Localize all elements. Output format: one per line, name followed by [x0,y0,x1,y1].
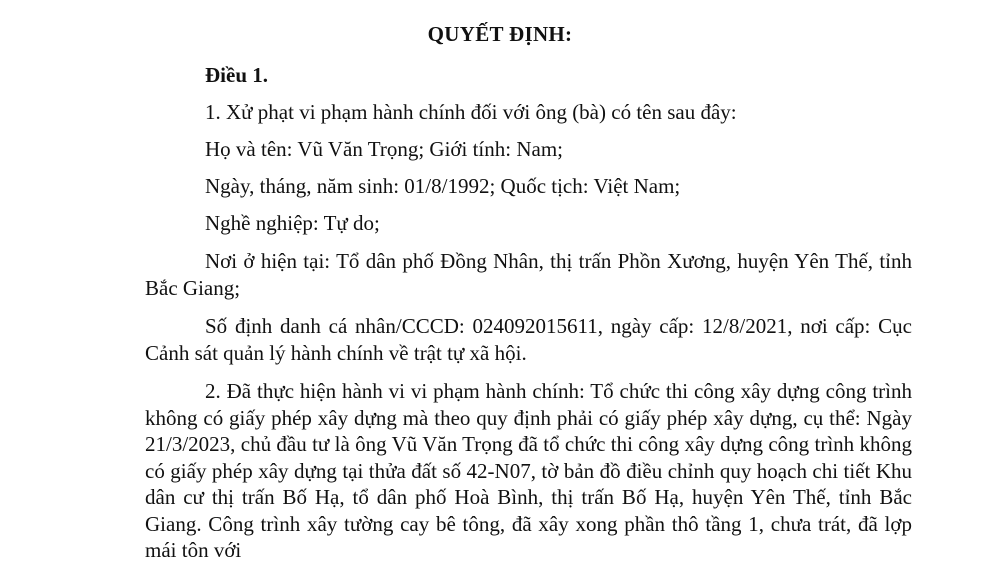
dob-nationality-line: Ngày, tháng, năm sinh: 01/8/1992; Quốc tịch: Việt Nam; [205,174,681,198]
residence-paragraph: Nơi ở hiện tại: Tổ dân phố Đồng Nhân, thị trấn Phồn Xương, huyện Yên Thế, tỉnh Bắc Giang; [145,249,912,300]
id-info-paragraph: Số định danh cá nhân/CCCD: 024092015611, ngày cấp: 12/8/2021, nơi cấp: Cục Cảnh sát quản lý hành chính về trật tự xã hội. [145,314,912,365]
document-title: QUYẾT ĐỊNH: [427,22,573,46]
name-gender-line: Họ và tên: Vũ Văn Trọng; Giới tính: Nam; [205,137,564,161]
item-2-paragraph: 2. Đã thực hiện hành vi vi phạm hành chính: Tổ chức thi công xây dựng công trình không có giấy phép xây dựng mà theo quy định phải có giấy phép xây dựng, cụ thể: Ngày 21/3/2023, chủ đầu tư là ông Vũ Văn Trọng đã tổ chức thi công xây dựng công trình không có giấy phép xây dựng tại thửa đất số 42-N07, tờ bản đồ điều chỉnh quy hoạch chi tiết Khu dân cư thị trấn Bố Hạ, tổ dân phố Hoà Bình, thị trấn Bố Hạ, huyện Yên Thế, tỉnh Bắc Giang. Công trình xây tường cay bê tông, đã xây xong phần thô tầng 1, chưa trát, đã lợp mái tôn với [145,379,912,562]
cropped-previous-line [440,0,680,4]
article-heading: Điều 1. [205,63,268,87]
occupation-line: Nghề nghiệp: Tự do; [205,211,380,235]
item-1-intro: 1. Xử phạt vi phạm hành chính đối với ông (bà) có tên sau đây: [205,100,737,124]
